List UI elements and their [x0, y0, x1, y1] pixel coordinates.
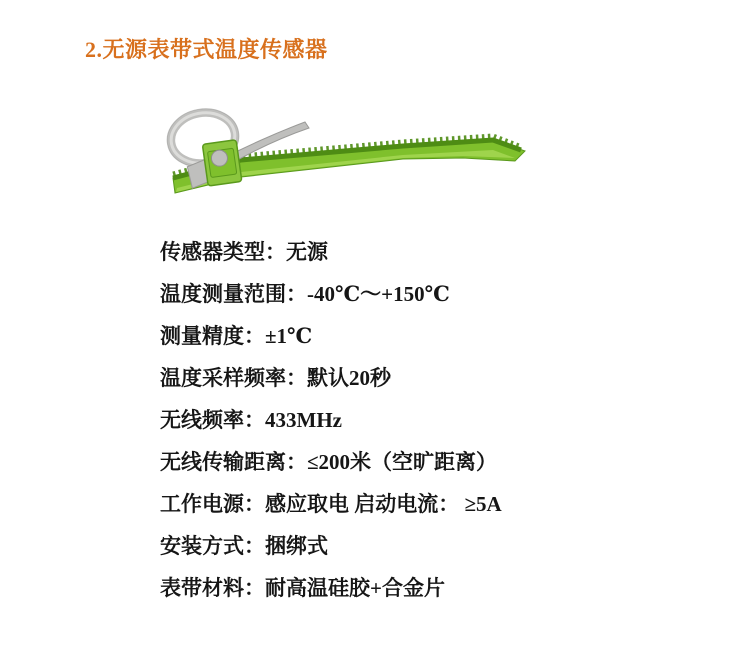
spec-value: 感应取电 启动电流： ≥5A — [265, 492, 502, 516]
spec-row-radio-frequency — [160, 399, 680, 441]
spec-label: 工作电源 — [160, 492, 244, 516]
spec-label: 传感器类型 — [160, 240, 265, 264]
spec-label: 温度测量范围 — [160, 282, 286, 306]
spec-colon: ： — [244, 534, 265, 558]
spec-label: 测量精度 — [160, 324, 244, 348]
spec-value: 433MHz — [265, 408, 342, 432]
spec-row-power-source — [160, 483, 680, 525]
spec-label: 温度采样频率 — [160, 366, 286, 390]
spec-list — [160, 231, 680, 609]
spec-colon: ： — [265, 240, 286, 264]
spec-colon: ： — [286, 450, 307, 474]
spec-value: 耐高温硅胶+合金片 — [265, 576, 445, 600]
sensor-buckle — [185, 140, 242, 189]
strap-sensor-illustration — [163, 100, 565, 210]
spec-value: 默认20秒 — [307, 366, 391, 390]
spec-colon: ： — [244, 324, 265, 348]
spec-label: 无线传输距离 — [160, 450, 286, 474]
spec-colon: ： — [244, 492, 265, 516]
spec-value: 无源 — [286, 240, 328, 264]
spec-row-sensor-type — [160, 231, 680, 273]
page-title: 2.无源表带式温度传感器 — [85, 37, 328, 62]
spec-row-sample-rate — [160, 357, 680, 399]
spec-row-accuracy — [160, 315, 680, 357]
spec-value: ≤200米（空旷距离） — [307, 450, 498, 474]
spec-row-transmit-distance — [160, 441, 680, 483]
spec-colon: ： — [286, 282, 307, 306]
spec-colon: ： — [286, 366, 307, 390]
spec-row-install-method — [160, 525, 680, 567]
spec-value: 捆绑式 — [265, 534, 328, 558]
spec-colon: ： — [244, 408, 265, 432]
spec-label: 表带材料 — [160, 576, 244, 600]
spec-value: ±1℃ — [265, 324, 313, 348]
spec-row-strap-material — [160, 567, 680, 609]
spec-label: 无线频率 — [160, 408, 244, 432]
spec-row-measure-range — [160, 273, 680, 315]
spec-label: 安装方式 — [160, 534, 244, 558]
spec-value: -40℃～+150℃ — [307, 282, 450, 306]
spec-colon: ： — [244, 576, 265, 600]
product-image — [163, 100, 565, 210]
